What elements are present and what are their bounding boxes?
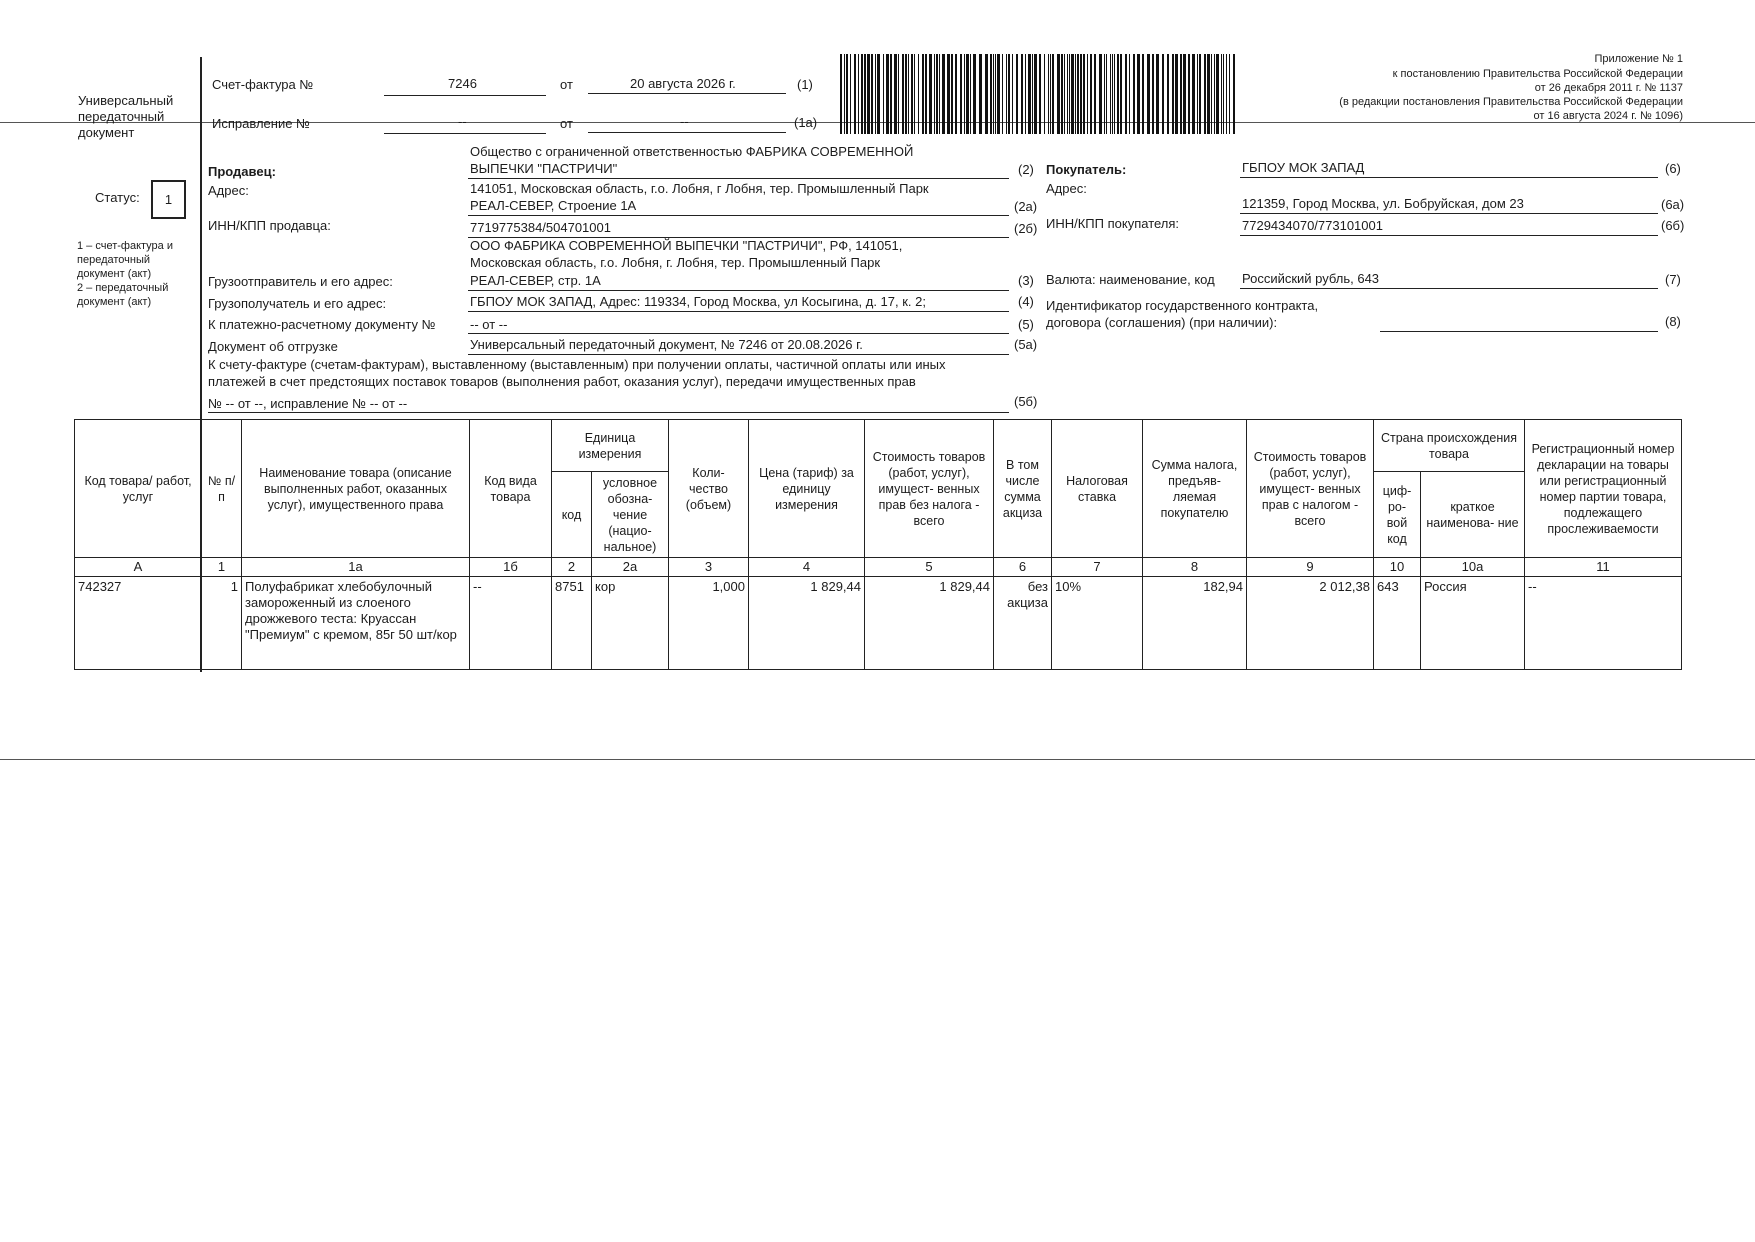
barcode-bar [929,54,932,134]
buyer-address-underline [1240,213,1658,214]
seller-inn-mark: (2б) [1014,221,1038,236]
seller-inn-value: 7719775384/504701001 [470,220,611,235]
barcode-bar [1080,54,1082,134]
barcode-bar [973,54,976,134]
appendix-line-3: от 26 декабря 2011 г. № 1137 [1534,82,1683,94]
seller-address-mark: (2а) [1014,199,1038,214]
seller-address-line-2: РЕАЛ-СЕВЕР, Строение 1А [470,198,637,213]
header-excise: В том числе сумма акциза [994,420,1052,558]
buyer-inn-value: 7729434070/773101001 [1242,218,1383,233]
correction-number: -- [458,114,467,129]
barcode-bar [1025,54,1026,134]
currency-underline [1240,288,1658,289]
header-country-code: циф- ро- вой код [1374,472,1421,558]
advance-mark: (5б) [1014,394,1038,409]
correction-number-underline [384,133,546,134]
barcode-bar [964,54,965,134]
barcode-bar [898,54,899,134]
buyer-mark: (6) [1665,161,1681,176]
cell-country-code: 643 [1374,577,1421,670]
barcode-bar [867,54,870,134]
barcode-bar [1147,54,1150,134]
barcode-bar [1034,54,1037,134]
header-total: Стоимость товаров (работ, услуг), имущест- венных прав с налогом - всего [1247,420,1374,558]
invoice-date-underline [588,93,786,94]
barcode-bar [1229,54,1230,134]
barcode-bar [1044,54,1045,134]
mark-1: (1) [797,77,813,92]
header-tax: Сумма налога, предъяв- ляемая покупателю [1143,420,1247,558]
barcode-bar [1002,54,1003,134]
seller-value-line-2: ВЫПЕЧКИ "ПАСТРИЧИ" [470,161,618,176]
barcode-bar [939,54,940,134]
buyer-value: ГБПОУ МОК ЗАПАД [1242,160,1365,175]
barcode-bar [902,54,904,134]
shipment-doc-mark: (5а) [1014,337,1038,352]
barcode-bar [871,54,873,134]
buyer-inn-mark: (6б) [1661,218,1685,233]
consignee-label: Грузополучатель и его адрес: [208,296,387,311]
shipper-line-3: РЕАЛ-СЕВЕР, стр. 1А [470,273,601,288]
barcode-bar [925,54,927,134]
barcode-bar [918,54,919,134]
barcode-bar [960,54,962,134]
shipment-doc-value: Универсальный передаточный документ, № 7246 от 20.08.2026 г. [470,337,863,352]
barcode-bar [1090,54,1092,134]
payment-doc-underline [468,333,1009,334]
barcode-bar [1125,54,1127,134]
invoice-date: 20 августа 2026 г. [630,76,736,91]
buyer-label: Покупатель: [1046,162,1127,177]
barcode-bar [993,54,994,134]
barcode-bar [886,54,889,134]
consignee-value: ГБПОУ МОК ЗАПАД, Адрес: 119334, Город Москва, ул Косыгина, д. 17, к. 2; [470,294,926,309]
barcode-bar [1167,54,1169,134]
barcode-bar [877,54,880,134]
cell-excise: без акциза [994,577,1052,670]
column-index-8: 5 [865,558,994,577]
payment-doc-mark: (5) [1018,317,1034,332]
column-index-row [75,558,1682,577]
buyer-underline [1240,177,1658,178]
barcode-bar [1112,54,1113,134]
barcode-bar [979,54,982,134]
barcode-bar [1162,54,1164,134]
barcode-bar [1221,54,1222,134]
header-name: Наименование товара (описание выполненных работ, оказанных услуг), имущественного права [242,420,470,558]
barcode-bar [1204,54,1206,134]
barcode-bar [1075,54,1076,134]
column-index-4: 2 [552,558,592,577]
correction-from-label: от [560,116,573,131]
column-index-3: 1б [470,558,552,577]
header-price: Цена (тариф) за единицу измерения [749,420,865,558]
upd-title: Универсальный передаточный документ [78,93,174,140]
barcode-bar [1039,54,1041,134]
status-value-box: 1 [151,180,186,219]
barcode-bar [1183,54,1186,134]
advance-underline [208,412,1009,413]
header-unit-name: условное обозна- чение (нацио- нальное) [592,472,669,558]
barcode-bar [1114,54,1115,134]
shipper-line-1: ООО ФАБРИКА СОВРЕМЕННОЙ ВЫПЕЧКИ "ПАСТРИЧИ", РФ, 141051, [470,238,903,253]
advance-line-2: платежей в счет предстоящих поставок товаров (выполнения работ, оказания услуг), передачи имущественных прав [208,374,916,389]
cell-reg: -- [1525,577,1682,670]
header-no: № п/п [202,420,242,558]
cell-unit-name: кор [592,577,669,670]
buyer-address-value: 121359, Город Москва, ул. Бобруйская, дом 23 [1242,196,1524,211]
barcode-bar [1021,54,1023,134]
barcode-bar [947,54,950,134]
invoice-from-label: от [560,77,573,92]
shipment-doc-underline [468,354,1009,355]
column-index-13: 10 [1374,558,1421,577]
appendix-line-2: к постановлению Правительства Российской Федерации [1392,68,1683,80]
header-cost: Стоимость товаров (работ, услуг), имущест- венных прав без налога - всего [865,420,994,558]
invoice-label: Счет-фактура № [212,77,314,92]
cell-cost: 1 829,44 [865,577,994,670]
currency-value: Российский рубль, 643 [1242,271,1380,286]
goods-table [74,419,1682,670]
advance-line-3: № -- от --, исправление № -- от -- [208,396,408,411]
barcode-bar [1050,54,1051,134]
cell-code: 742327 [75,577,202,670]
seller-address-label: Адрес: [208,183,249,198]
barcode-bar [1137,54,1140,134]
advance-line-1: К счету-фактуре (счетам-фактурам), выставленному (выставленным) при получении оплаты, частичной оплаты или иных [208,357,946,372]
barcode-bar [1207,54,1210,134]
barcode-bar [1214,54,1215,134]
cell-qty: 1,000 [669,577,749,670]
barcode-bar [955,54,957,134]
consignee-underline [468,311,1009,312]
shipper-mark: (3) [1018,273,1034,288]
cell-rate: 10% [1052,577,1143,670]
barcode-bar [1032,54,1033,134]
payment-doc-label: К платежно-расчетному документу № [208,317,436,332]
buyer-inn-underline [1240,235,1658,236]
column-index-0: А [75,558,202,577]
barcode-bar [1106,54,1107,134]
buyer-address-mark: (6а) [1661,197,1685,212]
barcode-bar [1067,54,1068,134]
barcode-bar [1211,54,1212,134]
header-kind: Код вида товара [470,420,552,558]
barcode-bar [1110,54,1111,134]
barcode-bar [858,54,859,134]
column-index-7: 4 [749,558,865,577]
header-qty: Коли- чество (объем) [669,420,749,558]
column-index-10: 7 [1052,558,1143,577]
barcode-bar [997,54,1000,134]
barcode-bar [844,54,845,134]
barcode-bar [864,54,866,134]
seller-inn-label: ИНН/КПП продавца: [208,218,331,233]
barcode-bar [1028,54,1031,134]
column-index-2: 1а [242,558,470,577]
barcode-bar [1197,54,1198,134]
barcode-bar [1172,54,1174,134]
appendix-line-4: (в редакции постановления Правительства Российской Федерации [1339,96,1683,108]
cell-no: 1 [202,577,242,670]
cell-name: Полуфабрикат хлебобулочный замороженный из слоеного дрожжевого теста: Круассан "Премиум" с кремом, 85г 50 шт/кор [242,577,470,670]
status-label: Статус: [95,190,140,205]
header-reg: Регистрационный номер декларации на товары или регистрационный номер партии товара, подлежащего прослеживаемости [1525,420,1682,558]
contract-label-line-1: Идентификатор государственного контракта, [1046,298,1319,313]
table-row [75,577,1682,670]
appendix-line-5: от 16 августа 2024 г. № 1096) [1533,110,1683,122]
contract-label-line-2: договора (соглашения) (при наличии): [1046,315,1278,330]
seller-address-line-1: 141051, Московская область, г.о. Лобня, г Лобня, тер. Промышленный Парк [470,181,929,196]
mark-1a: (1а) [794,115,818,130]
barcode-bar [934,54,935,134]
barcode-bar [1087,54,1088,134]
barcode-bar [951,54,953,134]
appendix-line-1: Приложение № 1 [1594,53,1683,65]
seller-mark: (2) [1018,162,1034,177]
barcode-bar [1180,54,1182,134]
cell-tax: 182,94 [1143,577,1247,670]
barcode-bar [1094,54,1096,134]
header-country-name: краткое наименова- ние [1421,472,1525,558]
barcode-bar [1008,54,1010,134]
barcode-bar [1064,54,1065,134]
barcode-bar [840,54,842,134]
barcode-bar [1223,54,1224,134]
barcode-bar [883,54,884,134]
barcode-bar [995,54,996,134]
shipper-line-2: Московская область, г.о. Лобня, г. Лобня, тер. Промышленный Парк [470,255,881,270]
cell-unit-code: 8751 [552,577,592,670]
barcode-bar [1071,54,1074,134]
barcode-bar [890,54,892,134]
cell-total: 2 012,38 [1247,577,1374,670]
currency-label: Валюта: наименование, код [1046,272,1215,287]
barcode-bar [990,54,992,134]
cell-country-name: Россия [1421,577,1525,670]
barcode-bar [1226,54,1227,134]
column-index-9: 6 [994,558,1052,577]
barcode-bar [1133,54,1135,134]
cell-price: 1 829,44 [749,577,865,670]
barcode-bar [914,54,915,134]
barcode-bar [1152,54,1154,134]
barcode-bar [1077,54,1079,134]
barcode-bar [985,54,988,134]
correction-date: -- [680,114,689,129]
barcode-bar [936,54,938,134]
contract-underline [1380,331,1658,332]
column-index-5: 2а [592,558,669,577]
shipment-doc-label: Документ об отгрузке [208,339,338,354]
column-index-12: 9 [1247,558,1374,577]
consignee-mark: (4) [1018,294,1034,309]
seller-value-line-1: Общество с ограниченной ответственностью ФАБРИКА СОВРЕМЕННОЙ [470,144,914,159]
barcode-bar [1099,54,1102,134]
invoice-number-underline [384,95,546,96]
barcode-bar [970,54,971,134]
barcode-bar [1006,54,1007,134]
header-unit: Единица измерения [552,420,669,472]
column-index-11: 8 [1143,558,1247,577]
barcode-bar [861,54,863,134]
barcode-bar [1016,54,1018,134]
barcode-bar [850,54,851,134]
barcode-bar [1129,54,1130,134]
shipper-label: Грузоотправитель и его адрес: [208,274,393,289]
barcode-bar [894,54,897,134]
invoice-number: 7246 [448,76,477,91]
barcode-bar [1188,54,1190,134]
header-unit-code: код [552,472,592,558]
status-note: 1 – счет-фактура и передаточный документ (акт) 2 – передаточный документ (акт) [77,240,173,308]
buyer-inn-label: ИНН/КПП покупателя: [1046,216,1180,231]
column-index-14: 10а [1421,558,1525,577]
barcode-bar [1083,54,1085,134]
header-code: Код товара/ работ, услуг [75,420,202,558]
barcode-bar [1156,54,1159,134]
barcode-bar [854,54,856,134]
scan-line-bottom [0,759,1755,760]
barcode-bar [1216,54,1219,134]
column-index-1: 1 [202,558,242,577]
contract-mark: (8) [1665,314,1681,329]
barcode-bar [1057,54,1060,134]
barcode-bar [1052,54,1054,134]
column-index-6: 3 [669,558,749,577]
cell-kind: -- [470,577,552,670]
barcode-bar [966,54,969,134]
barcode-bar [1192,54,1195,134]
correction-date-underline [588,132,786,133]
barcode-bar [846,54,848,134]
buyer-address-label: Адрес: [1046,181,1087,196]
barcode-bar [875,54,876,134]
header-country: Страна происхождения товара [1374,420,1525,472]
payment-doc-value: -- от -- [470,317,508,332]
barcode-bar [1012,54,1013,134]
correction-label: Исправление № [212,116,310,131]
shipper-underline [468,290,1009,291]
barcode-bar [1120,54,1122,134]
barcode-bar [1104,54,1105,134]
barcode-bar [911,54,913,134]
barcode-bar [1048,54,1049,134]
barcode-bar [1117,54,1119,134]
header-rate: Налоговая ставка [1052,420,1143,558]
column-index-15: 11 [1525,558,1682,577]
barcode-bar [1199,54,1201,134]
barcode-image [840,54,1236,134]
currency-mark: (7) [1665,272,1681,287]
barcode-bar [1142,54,1144,134]
seller-label: Продавец: [208,164,276,179]
barcode-bar [942,54,945,134]
seller-underline [468,178,1009,179]
seller-address-underline [468,215,1009,216]
barcode-bar [1069,54,1070,134]
barcode-bar [908,54,909,134]
barcode-bar [1061,54,1063,134]
barcode-bar [905,54,907,134]
barcode-bar [922,54,924,134]
barcode-bar [1175,54,1178,134]
barcode-bar [1233,54,1235,134]
